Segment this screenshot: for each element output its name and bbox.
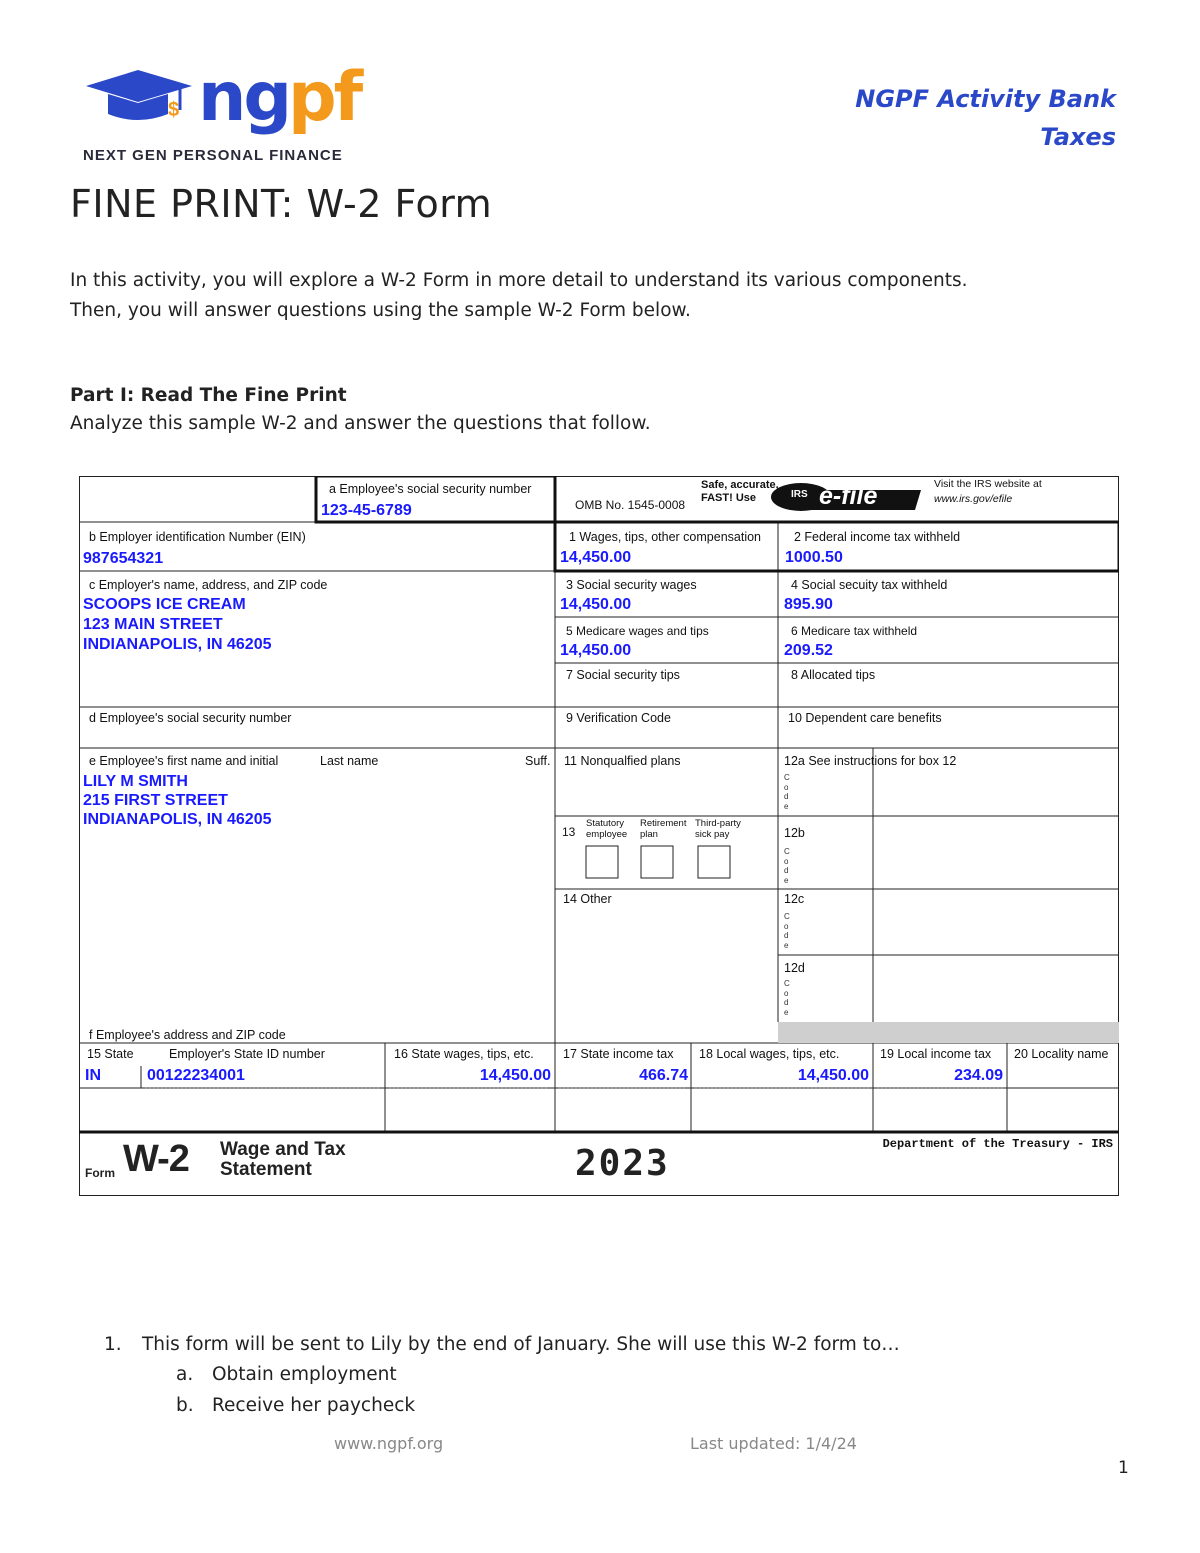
employer-name: SCOOPS ICE CREAM (83, 596, 246, 613)
irs-visit-line2: www.irs.gov/efile (934, 493, 1013, 505)
box6-label: 6 Medicare tax withheld (791, 624, 918, 638)
box16-value: 14,450.00 (479, 1067, 551, 1084)
employee-name: LILY M SMITH (83, 773, 188, 790)
box3-value: 14,450.00 (560, 596, 632, 613)
question-1-number: 1. (104, 1334, 122, 1355)
option-1b: Receive her paycheck (212, 1395, 416, 1416)
omb-number: OMB No. 1545-0008 (575, 498, 686, 512)
department-label: Department of the Treasury - IRS (882, 1137, 1113, 1151)
box15-state-id-value: 00122234001 (147, 1067, 245, 1084)
logo-wordmark-pf: pf (288, 62, 361, 137)
box12c-label: 12c (784, 892, 805, 906)
intro-line-2: Then, you will answer questions using the sample W-2 Form below. (70, 300, 691, 321)
box12a-code: C o d e (784, 773, 790, 811)
box18-value: 14,450.00 (797, 1067, 869, 1084)
page-title: FINE PRINT: W-2 Form (70, 182, 493, 226)
activity-bank-subtitle: Taxes (1040, 123, 1116, 151)
intro-line-1: In this activity, you will explore a W-2 Form in more detail to understand its various components. (70, 270, 968, 291)
box12c-code: C o d e (784, 912, 790, 950)
box7-label: 7 Social security tips (566, 668, 680, 682)
box16-label: 16 State wages, tips, etc. (394, 1047, 534, 1061)
box8-label: 8 Allocated tips (791, 668, 876, 682)
employee-city: INDIANAPOLIS, IN 46205 (83, 811, 272, 828)
box12d-code: C o d e (784, 979, 790, 1017)
box-a-label: a Employee's social security number (329, 482, 532, 496)
box-e-suffix-label: Suff. (525, 754, 551, 768)
efile-safe-line1: Safe, accurate, (701, 479, 779, 491)
box15-state-id-label: Employer's State ID number (169, 1047, 325, 1061)
option-1a: Obtain employment (212, 1364, 397, 1385)
box1-value: 14,450.00 (560, 549, 632, 566)
box-b-value: 987654321 (83, 550, 164, 567)
box13-statutory-label: Statutory employee (586, 818, 628, 840)
box6-value: 209.52 (784, 642, 833, 659)
box19-label: 19 Local income tax (880, 1047, 992, 1061)
box18-label: 18 Local wages, tips, etc. (699, 1047, 840, 1061)
box17-value: 466.74 (639, 1067, 688, 1084)
part1-heading: Part I: Read The Fine Print (70, 385, 347, 406)
box-d-label: d Employee's social security number (89, 711, 292, 725)
question-1-text: This form will be sent to Lily by the end of January. She will use this W-2 form to… (142, 1334, 900, 1355)
box12a-label: 12a See instructions for box 12 (784, 754, 957, 768)
box13-thirdparty-label: Third-party sick pay (695, 818, 741, 840)
logo-tagline: NEXT GEN PERSONAL FINANCE (83, 147, 343, 164)
employee-street: 215 FIRST STREET (83, 792, 228, 809)
box1-label: 1 Wages, tips, other compensation (569, 530, 761, 544)
footer-last-updated: Last updated: 1/4/24 (690, 1434, 857, 1453)
ngpf-logo (80, 62, 380, 142)
box9-label: 9 Verification Code (566, 711, 671, 725)
box13-label: 13 (562, 825, 576, 839)
box-b-label: b Employer identification Number (EIN) (89, 530, 306, 544)
box3-label: 3 Social security wages (566, 578, 697, 592)
box13-retirement-label: Retirement plan (640, 818, 687, 840)
efile-safe-line2: FAST! Use (701, 492, 757, 504)
box14-label: 14 Other (563, 892, 612, 906)
activity-bank-header (855, 80, 1116, 156)
box-a-value: 123-45-6789 (321, 502, 412, 519)
retirement-plan-checkbox[interactable] (641, 846, 673, 878)
box10-label: 10 Dependent care benefits (788, 711, 942, 725)
box12d-label: 12d (784, 961, 805, 975)
svg-text:$: $ (168, 99, 180, 121)
box12b-label: 12b (784, 826, 805, 840)
box5-label: 5 Medicare wages and tips (566, 624, 709, 638)
box-e-label: e Employee's first name and initial (89, 754, 279, 768)
page-number: 1 (1118, 1458, 1129, 1478)
third-party-sick-pay-checkbox[interactable] (698, 846, 730, 878)
box-c-label: c Employer's name, address, and ZIP code (89, 578, 328, 592)
box17-label: 17 State income tax (563, 1047, 674, 1061)
box-f-label: f Employee's address and ZIP code (89, 1028, 286, 1042)
tax-year: 2023 (575, 1143, 670, 1184)
box4-value: 895.90 (784, 596, 833, 613)
part1-subtitle: Analyze this sample W-2 and answer the questions that follow. (70, 413, 651, 434)
irs-visit-line1: Visit the IRS website at (934, 478, 1042, 490)
form-word: Form (85, 1166, 115, 1180)
box5-value: 14,450.00 (560, 642, 632, 659)
box-e-lastname-label: Last name (320, 754, 379, 768)
graduation-cap-icon (86, 70, 192, 121)
box15-label: 15 State (87, 1047, 134, 1061)
box12b-code: C o d e (784, 847, 790, 885)
form-name: W-2 (123, 1138, 189, 1180)
logo-wordmark-ng: ng (198, 62, 290, 137)
box2-value: 1000.50 (785, 549, 843, 566)
footer-url[interactable]: www.ngpf.org (334, 1434, 444, 1453)
box19-value: 234.09 (954, 1067, 1003, 1084)
box11-label: 11 Nonqualfied plans (564, 754, 681, 768)
intro-paragraph (70, 266, 1130, 326)
w2-form (79, 476, 1119, 1196)
option-1b-letter: b. (176, 1395, 194, 1416)
box15-value: IN (85, 1067, 101, 1084)
activity-bank-title: NGPF Activity Bank (855, 85, 1116, 113)
option-1a-letter: a. (176, 1364, 194, 1385)
efile-text: e-file (819, 482, 878, 510)
form-title: Wage and Tax Statement (220, 1139, 346, 1180)
employer-city: INDIANAPOLIS, IN 46205 (83, 636, 272, 653)
box2-label: 2 Federal income tax withheld (794, 530, 961, 544)
employer-street: 123 MAIN STREET (83, 616, 223, 633)
box4-label: 4 Social secuity tax withheld (791, 578, 948, 592)
statutory-employee-checkbox[interactable] (586, 846, 618, 878)
efile-irs-text: IRS (791, 489, 808, 500)
box20-label: 20 Locality name (1014, 1047, 1109, 1061)
